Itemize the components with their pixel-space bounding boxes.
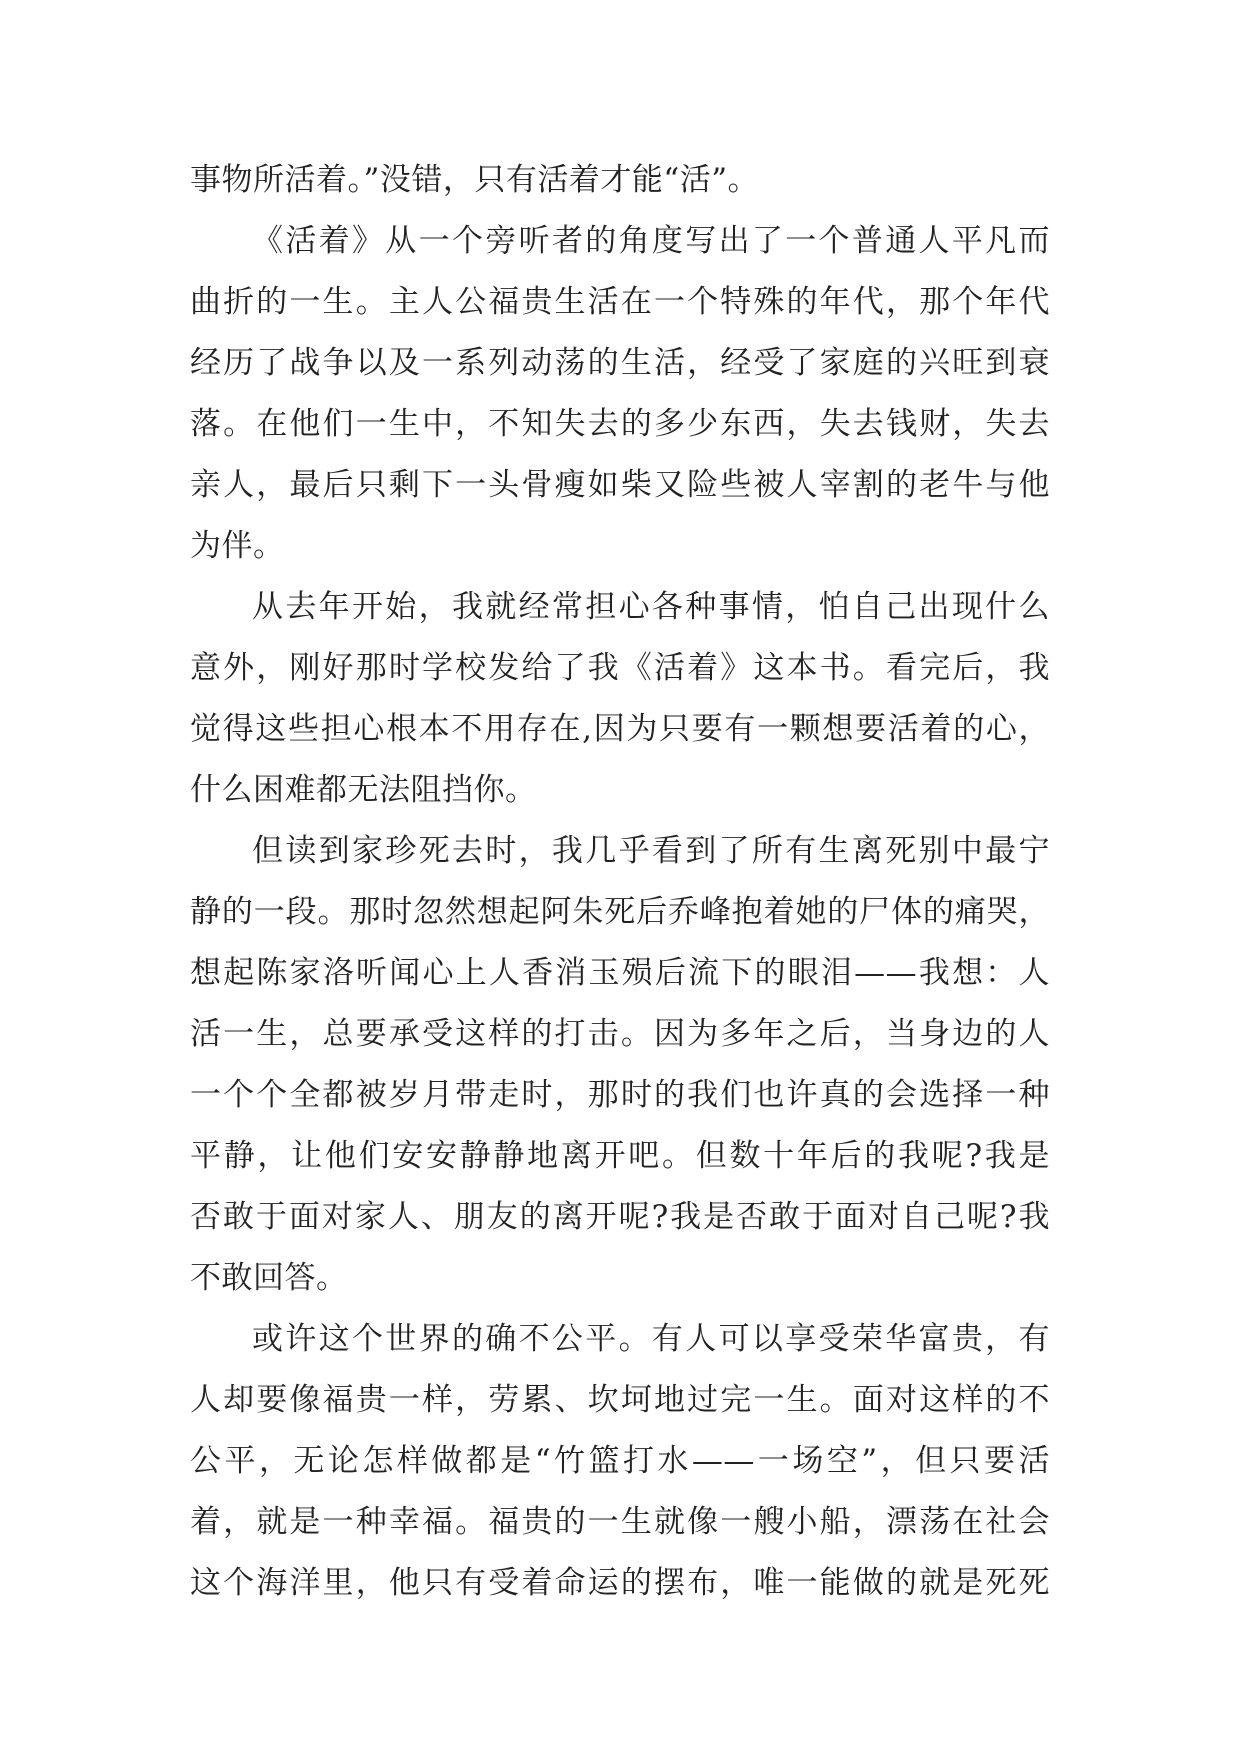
text-line: 这个海洋里，他只有受着命运的摆布，唯一能做的就是死死 (190, 1565, 1050, 1601)
text-line: 从去年开始，我就经常担心各种事情，怕自己出现什么 (252, 589, 1050, 625)
text-line: 不敢回答。 (190, 1260, 348, 1296)
text-line: 人却要像福贵一样，劳累、坎坷地过完一生。面对这样的不 (190, 1382, 1050, 1418)
text-line: 《活着》从一个旁听者的角度写出了一个普通人平凡而 (252, 223, 1050, 259)
text-line: 曲折的一生。主人公福贵生活在一个特殊的年代，那个年代 (190, 284, 1050, 320)
text-line: 觉得这些担心根本不用存在,因为只要有一颗想要活着的心， (190, 711, 1050, 747)
text-line: 平静，让他们安安静静地离开吧。但数十年后的我呢?我是 (190, 1138, 1050, 1174)
text-line: 什么困难都无法阻挡你。 (190, 772, 537, 808)
text-line: 否敢于面对家人、朋友的离开呢?我是否敢于面对自己呢?我 (190, 1199, 1050, 1235)
text-line: 公平，无论怎样做都是“竹篮打水——一场空”，但只要活 (190, 1443, 1050, 1479)
essay-body (190, 150, 1050, 1614)
text-line: 事物所活着。”没错，只有活着才能“活”。 (190, 162, 760, 198)
text-line: 或许这个世界的确不公平。有人可以享受荣华富贵，有 (252, 1321, 1050, 1357)
text-line: 意外，刚好那时学校发给了我《活着》这本书。看完后，我 (190, 650, 1050, 686)
text-line: 经历了战争以及一系列动荡的生活，经受了家庭的兴旺到衰 (190, 345, 1050, 381)
text-line: 活一生，总要承受这样的打击。因为多年之后，当身边的人 (190, 1016, 1050, 1052)
text-line: 想起陈家洛听闻心上人香消玉殒后流下的眼泪——我想：人 (190, 955, 1050, 991)
text-line: 落。在他们一生中，不知失去的多少东西，失去钱财，失去 (190, 406, 1050, 442)
text-line: 一个个全都被岁月带走时，那时的我们也许真的会选择一种 (190, 1077, 1050, 1113)
text-line: 为伴。 (190, 528, 285, 564)
text-line: 但读到家珍死去时，我几乎看到了所有生离死别中最宁 (252, 833, 1050, 869)
text-line: 亲人，最后只剩下一头骨瘦如柴又险些被人宰割的老牛与他 (190, 467, 1050, 503)
text-line: 静的一段。那时忽然想起阿朱死后乔峰抱着她的尸体的痛哭， (190, 894, 1050, 930)
text-line: 着，就是一种幸福。福贵的一生就像一艘小船，漂荡在社会 (190, 1504, 1050, 1540)
